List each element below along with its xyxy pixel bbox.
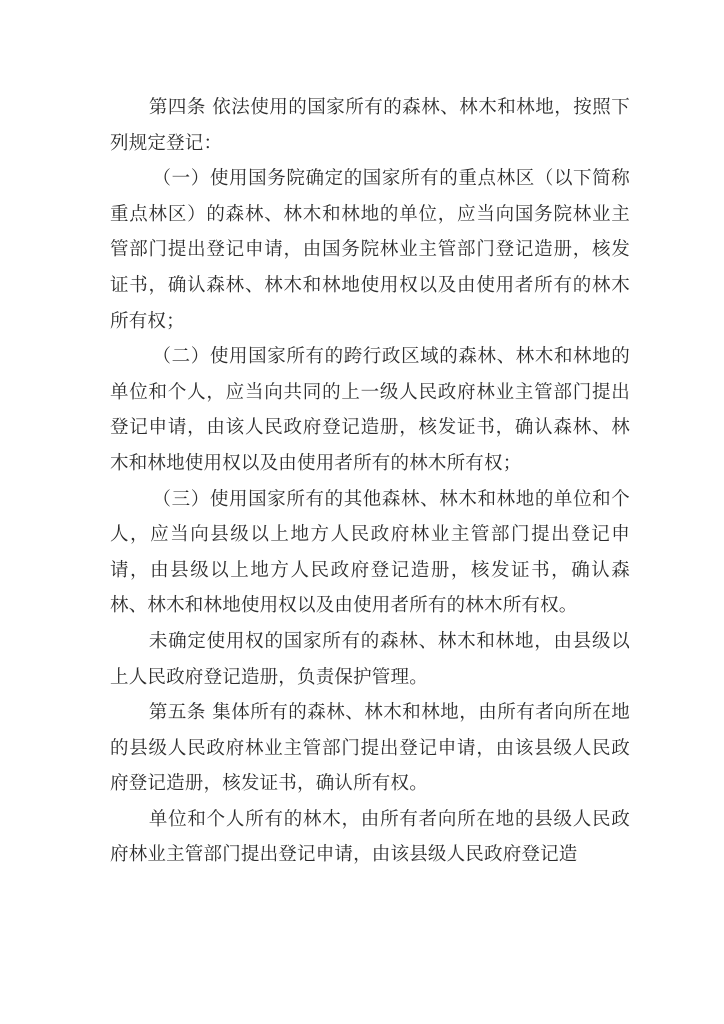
article-4-item-2: （二）使用国家所有的跨行政区域的森林、林木和林地的单位和个人，应当向共同的上一级人民政府林业主管部门提出登记申请，由该人民政府登记造册，核发证书，确认森林、林木和林地使用权以及由使用者所有的林木所有权； bbox=[110, 346, 630, 474]
article-5-private-trees: 单位和个人所有的林木，由所有者向所在地的县级人民政府林业主管部门提出登记申请，由该县级人民政府登记造 bbox=[110, 808, 630, 866]
article-4-unassigned: 未确定使用权的国家所有的森林、林木和林地，由县级以上人民政府登记造册，负责保护管理。 bbox=[110, 630, 630, 688]
document-page bbox=[110, 90, 630, 873]
article-4-item-1: （一）使用国务院确定的国家所有的重点林区（以下简称重点林区）的森林、林木和林地的单位，应当向国务院林业主管部门提出登记申请，由国务院林业主管部门登记造册，核发证书，确认森林、林木和林地使用权以及由使用者所有的林木所有权； bbox=[110, 168, 630, 332]
article-4-item-3: （三）使用国家所有的其他森林、林木和林地的单位和个人，应当向县级以上地方人民政府林业主管部门提出登记申请，由县级以上地方人民政府登记造册，核发证书，确认森林、林木和林地使用权以及由使用者所有的林木所有权。 bbox=[110, 488, 630, 617]
article-5-intro: 第五条 集体所有的森林、林木和林地，由所有者向所在地的县级人民政府林业主管部门提出登记申请，由该县级人民政府登记造册，核发证书，确认所有权。 bbox=[110, 702, 630, 795]
article-4-intro: 第四条 依法使用的国家所有的森林、林木和林地，按照下列规定登记： bbox=[110, 97, 630, 154]
